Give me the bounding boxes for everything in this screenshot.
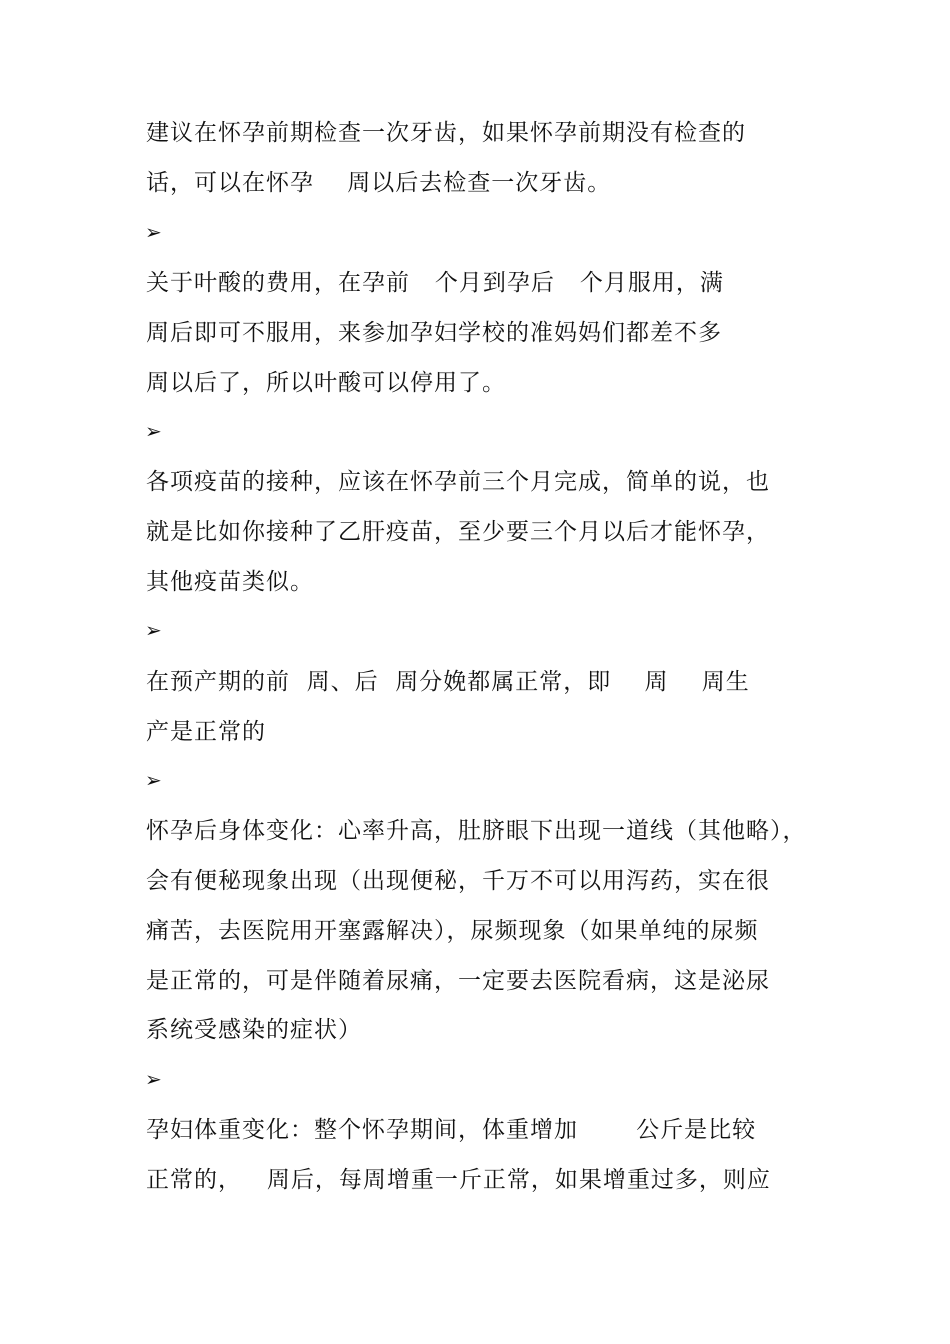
- text-line: 痛苦，去医院用开塞露解决），尿频现象（如果单纯的尿频: [146, 918, 759, 944]
- text-line: 建议在怀孕前期检查一次牙齿，如果怀孕前期没有检查的: [146, 120, 746, 146]
- text-line: 产是正常的: [146, 719, 266, 745]
- text-line: 各项疫苗的接种，应该在怀孕前三个月完成，简单的说，也: [146, 469, 770, 495]
- text-line: 会有便秘现象出现（出现便秘，千万不可以用泻药，实在很: [146, 868, 770, 894]
- arrow-bullet-icon: ➢: [145, 419, 162, 443]
- arrow-bullet-icon: ➢: [145, 1067, 162, 1091]
- arrow-bullet-icon: ➢: [145, 768, 162, 792]
- text-line: 怀孕后身体变化：心率升高，肚脐眼下出现一道线（其他略），: [146, 818, 807, 844]
- text-line: 是正常的，可是伴随着尿痛，一定要去医院看病，这是泌尿: [146, 968, 770, 994]
- text-line: 正常的， 周后，每周增重一斤正常，如果增重过多，则应: [146, 1167, 771, 1193]
- text-line: 其他疫苗类似。: [146, 569, 314, 595]
- text-line: 系统受感染的症状）: [146, 1017, 362, 1043]
- text-line: 孕妇体重变化：整个怀孕期间，体重增加 公斤是比较: [146, 1117, 757, 1143]
- text-line: 话，可以在怀孕 周以后去检查一次牙齿。: [146, 170, 612, 196]
- text-line: 周以后了，所以叶酸可以停用了。: [146, 370, 506, 396]
- text-line: 就是比如你接种了乙肝疫苗，至少要三个月以后才能怀孕，: [146, 519, 770, 545]
- text-line: 周后即可不服用，来参加孕妇学校的准妈妈们都差不多: [146, 320, 722, 346]
- text-line: 在预产期的前 周、后 周分娩都属正常，即 周 周生: [146, 669, 750, 695]
- arrow-bullet-icon: ➢: [145, 220, 162, 244]
- arrow-bullet-icon: ➢: [145, 618, 162, 642]
- text-line: 关于叶酸的费用，在孕前 个月到孕后 个月服用，满: [146, 270, 724, 296]
